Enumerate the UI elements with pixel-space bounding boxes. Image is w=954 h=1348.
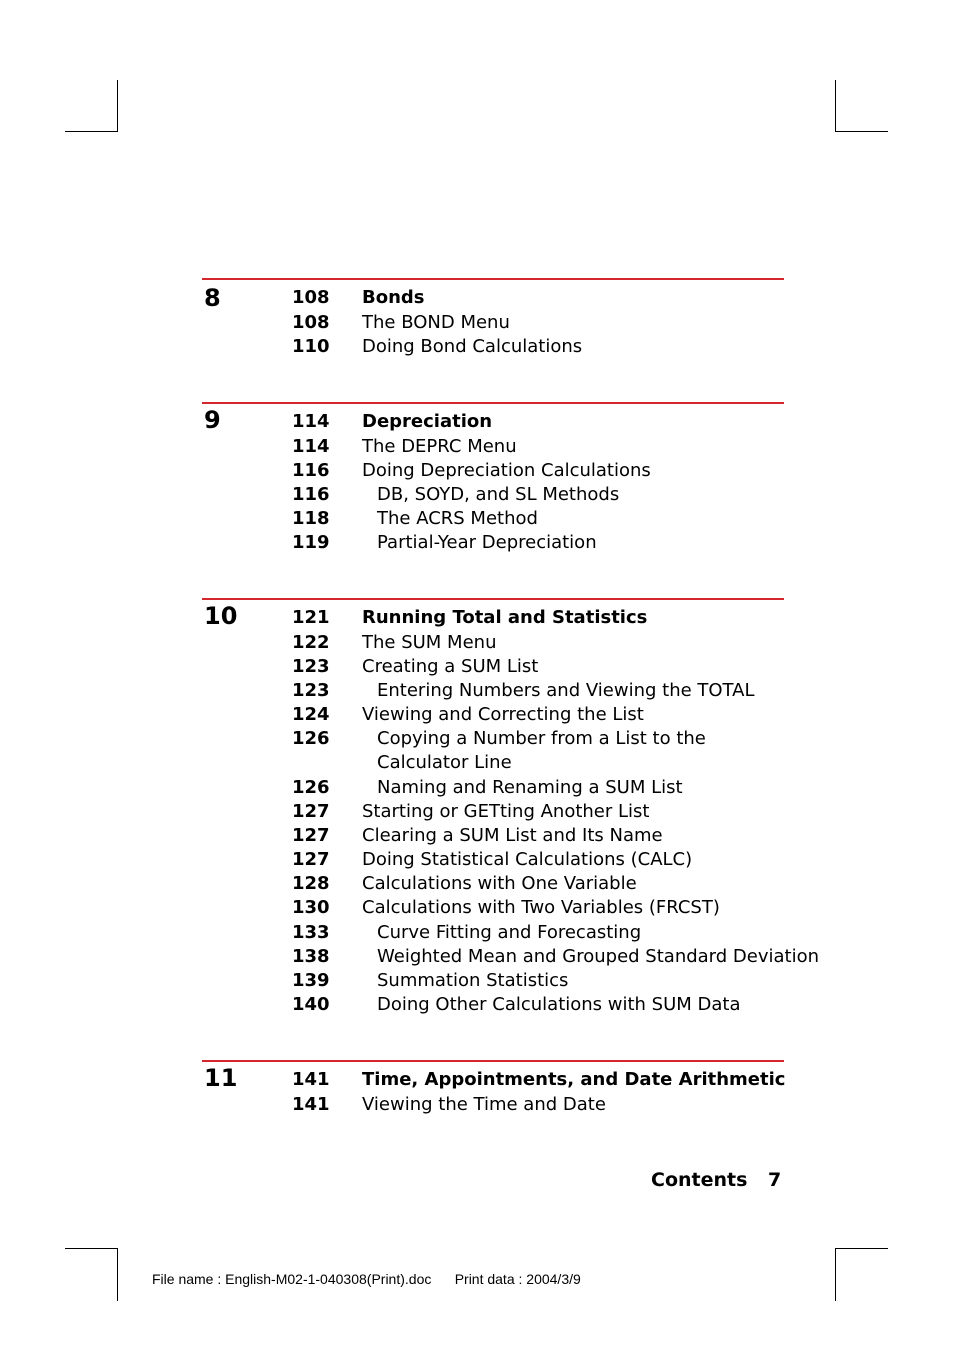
crop-mark-top-right-vertical: [835, 80, 836, 132]
toc-title: The DEPRC Menu: [362, 436, 517, 457]
toc-title: The SUM Menu: [362, 632, 497, 653]
toc-title: Entering Numbers and Viewing the TOTAL: [377, 680, 755, 701]
toc-entry[interactable]: [202, 410, 784, 434]
toc-title: Doing Bond Calculations: [362, 336, 583, 357]
toc-title: Weighted Mean and Grouped Standard Deviation: [377, 946, 820, 967]
toc-entry[interactable]: [202, 311, 784, 335]
toc-entry[interactable]: [202, 606, 784, 630]
toc-page-number: 116: [292, 460, 330, 481]
toc-title: Depreciation: [362, 411, 493, 432]
toc-page-number: 140: [292, 994, 330, 1015]
file-info-line: File name : English-M02-1-040308(Print).doc Print data : 2004/3/9: [152, 1271, 581, 1287]
toc-page-number: 126: [292, 777, 330, 798]
chapter-number: 10: [204, 602, 238, 630]
toc-section-chapter-9: [202, 402, 784, 572]
toc-entry[interactable]: [202, 435, 784, 459]
toc-page-number: 114: [292, 436, 330, 457]
toc-page-number: 133: [292, 922, 330, 943]
crop-mark-bottom-right-horizontal: [835, 1248, 888, 1249]
toc-entry[interactable]: [202, 800, 784, 824]
toc-title: Doing Statistical Calculations (CALC): [362, 849, 693, 870]
toc-page-number: 127: [292, 849, 330, 870]
toc-title: Creating a SUM List: [362, 656, 539, 677]
toc-page-number: 141: [292, 1094, 330, 1115]
toc-page-number: 108: [292, 287, 330, 308]
toc-title: Naming and Renaming a SUM List: [377, 777, 683, 798]
toc-entry[interactable]: [202, 727, 784, 775]
toc-entry[interactable]: [202, 531, 784, 555]
toc-entry[interactable]: [202, 872, 784, 896]
toc-title: DB, SOYD, and SL Methods: [377, 484, 620, 505]
toc-entry[interactable]: [202, 459, 784, 483]
chapter-number: 8: [204, 284, 221, 312]
toc-page-number: 118: [292, 508, 330, 529]
crop-mark-top-left-horizontal: [65, 131, 118, 132]
toc-page-number: 127: [292, 801, 330, 822]
toc-entry[interactable]: [202, 776, 784, 800]
toc-title: The ACRS Method: [377, 508, 538, 529]
toc-entry[interactable]: [202, 824, 784, 848]
toc-page-number: 126: [292, 728, 330, 749]
toc-section-chapter-11: [202, 1060, 784, 1120]
toc-entry[interactable]: [202, 1068, 784, 1092]
toc-page-number: 138: [292, 946, 330, 967]
toc-title: Calculations with Two Variables (FRCST): [362, 897, 720, 918]
toc-page-number: 130: [292, 897, 330, 918]
toc-title: Starting or GETting Another List: [362, 801, 650, 822]
section-divider: [202, 278, 784, 280]
toc-page-number: 116: [292, 484, 330, 505]
toc-entry[interactable]: [202, 703, 784, 727]
chapter-number: 9: [204, 406, 221, 434]
toc-entry[interactable]: [202, 507, 784, 531]
toc-title: Doing Depreciation Calculations: [362, 460, 651, 481]
toc-page-number: 110: [292, 336, 330, 357]
toc-entry[interactable]: [202, 1093, 784, 1117]
toc-page-number: 119: [292, 532, 330, 553]
toc-title: The BOND Menu: [362, 312, 510, 333]
crop-mark-top-right-horizontal: [835, 131, 888, 132]
toc-page-number: 124: [292, 704, 330, 725]
toc-entry[interactable]: [202, 921, 784, 945]
toc-title: Partial-Year Depreciation: [377, 532, 597, 553]
section-divider: [202, 402, 784, 404]
toc-entry[interactable]: [202, 679, 784, 703]
toc-page-number: 123: [292, 656, 330, 677]
toc-title: Bonds: [362, 287, 425, 308]
toc-page-number: 114: [292, 411, 330, 432]
section-divider: [202, 1060, 784, 1062]
toc-section-chapter-8: [202, 278, 784, 378]
chapter-number: 11: [204, 1064, 238, 1092]
toc-title: Copying a Number from a List to the Calculator Line: [377, 728, 706, 773]
toc-title: Clearing a SUM List and Its Name: [362, 825, 663, 846]
toc-entry[interactable]: [202, 848, 784, 872]
toc-page-number: 123: [292, 680, 330, 701]
toc-page-number: 141: [292, 1069, 330, 1090]
toc-entry[interactable]: [202, 335, 784, 359]
toc-page-number: 122: [292, 632, 330, 653]
toc-entry[interactable]: [202, 655, 784, 679]
toc-title: Calculations with One Variable: [362, 873, 637, 894]
running-footer-label: Contents: [651, 1169, 748, 1191]
toc-entry[interactable]: [202, 631, 784, 655]
toc-page-number: 139: [292, 970, 330, 991]
toc-page-number: 128: [292, 873, 330, 894]
toc-title: Running Total and Statistics: [362, 607, 648, 628]
toc-title: Time, Appointments, and Date Arithmetic: [362, 1069, 786, 1090]
toc-page-number: 127: [292, 825, 330, 846]
toc-title: Curve Fitting and Forecasting: [377, 922, 642, 943]
toc-entry[interactable]: [202, 993, 784, 1017]
toc-section-chapter-10: [202, 598, 820, 1028]
toc-title: Viewing the Time and Date: [362, 1094, 606, 1115]
toc-page-number: 108: [292, 312, 330, 333]
crop-mark-top-left-vertical: [117, 80, 118, 132]
section-divider: [202, 598, 784, 600]
toc-entry[interactable]: [202, 286, 784, 310]
toc-title: Summation Statistics: [377, 970, 569, 991]
toc-entry[interactable]: [202, 969, 784, 993]
toc-entry[interactable]: [202, 483, 784, 507]
toc-page-number: 121: [292, 607, 330, 628]
toc-title: Doing Other Calculations with SUM Data: [377, 994, 741, 1015]
toc-title: Viewing and Correcting the List: [362, 704, 644, 725]
toc-entry[interactable]: [202, 896, 784, 920]
page-number: 7: [768, 1169, 782, 1191]
toc-entry[interactable]: [202, 945, 820, 969]
crop-mark-bottom-left-vertical: [117, 1248, 118, 1301]
crop-mark-bottom-right-vertical: [835, 1248, 836, 1301]
crop-mark-bottom-left-horizontal: [65, 1248, 118, 1249]
